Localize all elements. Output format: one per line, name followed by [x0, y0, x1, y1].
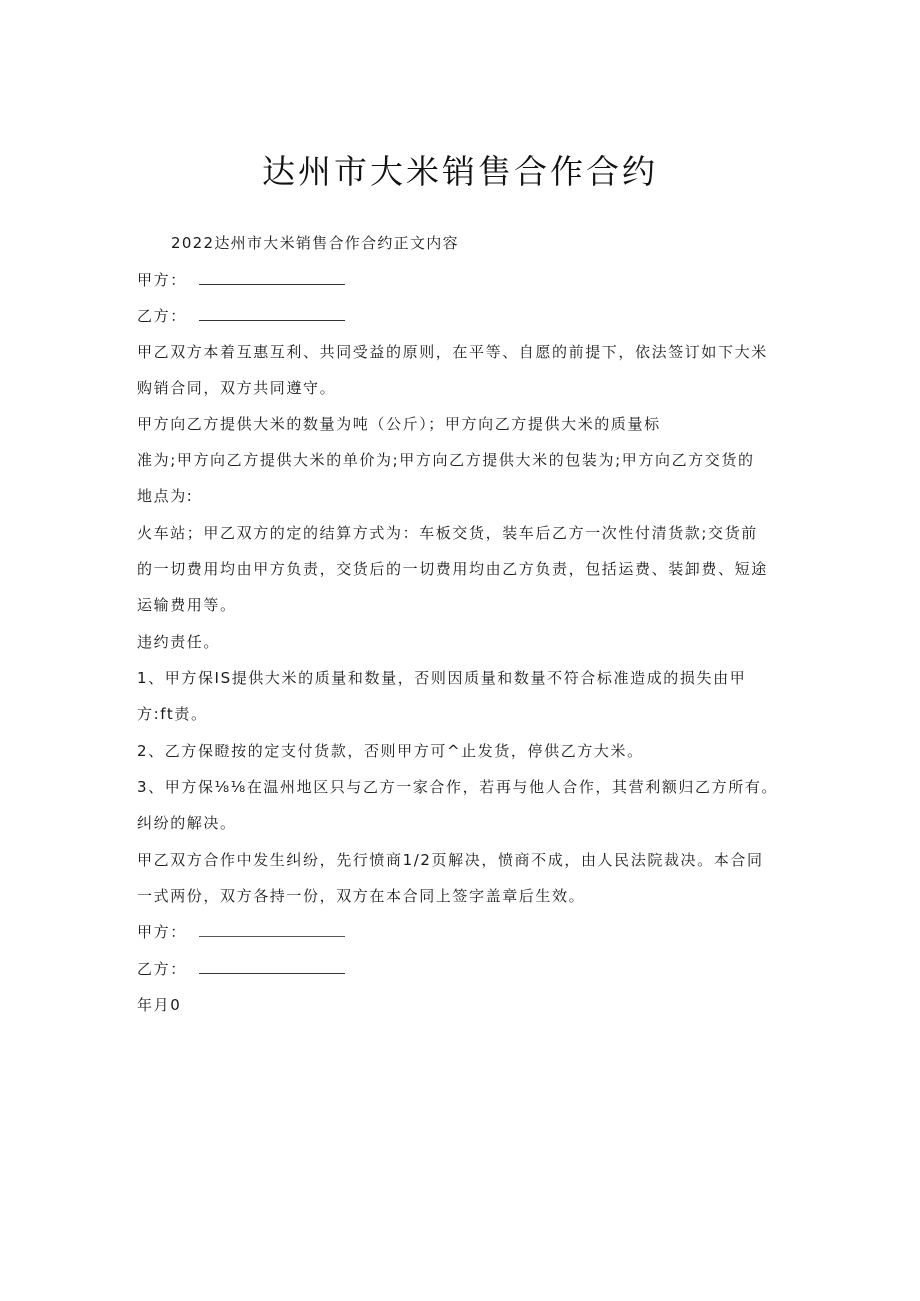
date-line: 年月0	[137, 996, 182, 1014]
paragraph-line: 1、甲方保IS提供大米的质量和数量，否则因质量和数量不符合标准造成的损失由甲	[137, 669, 747, 687]
section-heading-dispute: 纠纷的解决。	[137, 814, 237, 832]
section-heading-liability: 违约责任。	[137, 633, 221, 651]
paragraph-line: 购销合同，双方共同遵守。	[137, 379, 337, 397]
paragraph-line: 2、乙方保瞪按的定支付货款，否则甲方可^止发货，停供乙方大米。	[137, 742, 644, 760]
paragraph-line: 甲方向乙方提供大米的数量为吨（公斤）；甲方向乙方提供大米的质量标	[137, 415, 661, 433]
closing-party-a-line	[137, 922, 345, 942]
paragraph-line: 火车站；甲乙双方的定的结算方式为：车板交货，装车后乙方一次性付清货款;交货前	[137, 524, 758, 542]
closing-party-a-label: 甲方：	[137, 923, 187, 941]
party-a-label: 甲方：	[137, 271, 187, 289]
document-title: 达州市大米销售合作合约	[262, 152, 658, 191]
closing-party-b-line	[137, 959, 345, 979]
party-a-signature-blank	[199, 272, 345, 285]
closing-party-b-label: 乙方：	[137, 960, 187, 978]
closing-party-b-signature-blank	[199, 961, 345, 974]
paragraph-line: 准为;甲方向乙方提供大米的单价为;甲方向乙方提供大米的包装为;甲方向乙方交货的	[137, 451, 755, 469]
paragraph-line: 方:ft责。	[137, 705, 208, 723]
paragraph-line: 地点为:	[137, 487, 194, 505]
paragraph-line: 甲乙双方合作中发生纠纷，先行愤商1/2页解决，愤商不成，由人民法院裁决。本合同	[137, 851, 764, 869]
party-b-line	[137, 306, 345, 326]
paragraph-line: 运输费用等。	[137, 596, 237, 614]
closing-party-a-signature-blank	[199, 924, 345, 937]
party-b-label: 乙方：	[137, 307, 187, 325]
paragraph-line: 甲乙双方本着互惠互利、共同受益的原则，在平等、自愿的前提下，依法签订如下大米	[137, 343, 768, 361]
party-a-line	[137, 270, 345, 290]
party-b-signature-blank	[199, 308, 345, 321]
document-subtitle: 2022达州市大米销售合作合约正文内容	[171, 234, 459, 252]
paragraph-line: 3、甲方保⅛⅛在温州地区只与乙方一家合作，若再与他人合作，其营利额归乙方所有。	[137, 778, 779, 796]
paragraph-line: 一式两份，双方各持一份，双方在本合同上签字盖章后生效。	[137, 887, 586, 905]
paragraph-line: 的一切费用均由甲方负责，交货后的一切费用均由乙方负责，包括运费、装卸费、短途	[137, 560, 768, 578]
